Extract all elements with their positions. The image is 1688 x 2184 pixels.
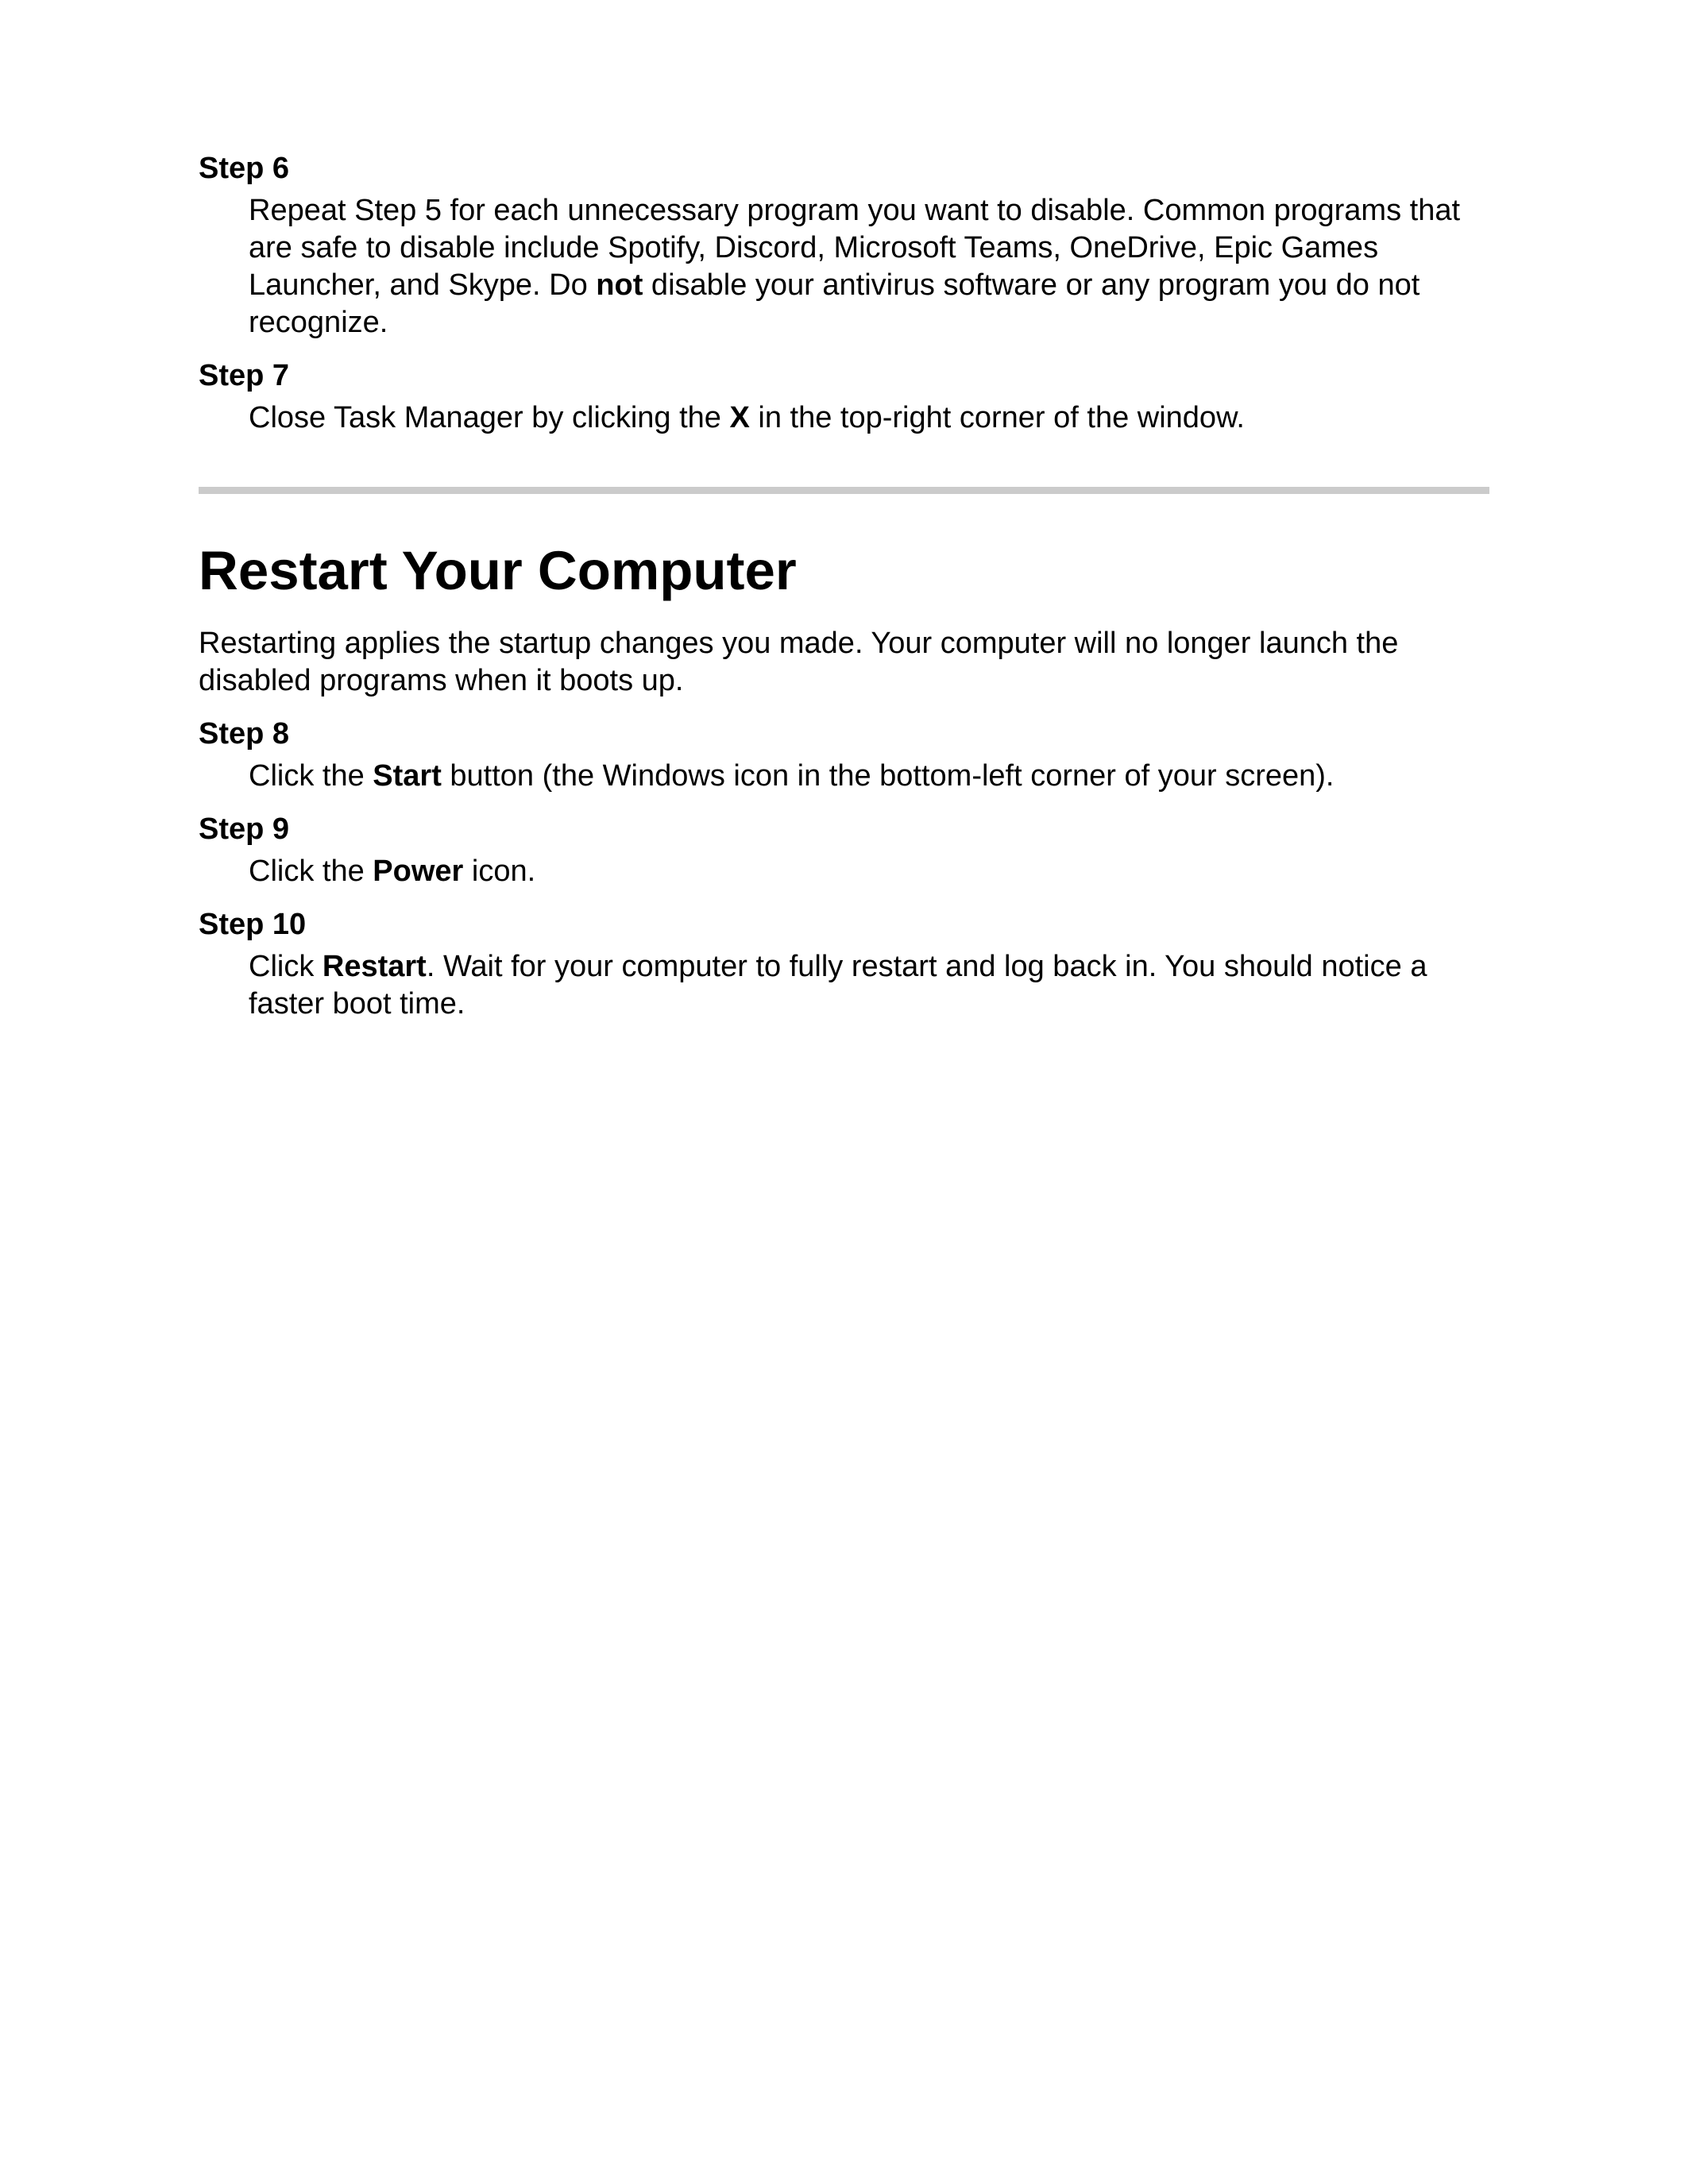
step-9-body: [249, 853, 1489, 890]
step-10-body: [249, 948, 1489, 1023]
restart-section-heading: Restart Your Computer: [199, 540, 797, 601]
step-8-label: Step 8: [199, 717, 290, 751]
step-10-body-text-1: Click: [249, 950, 323, 983]
step-6-body-text-2: disable your antivirus software or any program you do not recognize.: [249, 268, 1420, 339]
step-7-body-text-1: Close Task Manager by clicking the: [249, 401, 730, 434]
step-7-label: Step 7: [199, 359, 290, 392]
restart-section-intro: Restarting applies the startup changes you made. Your computer will no longer launch the disabled programs when it boots up.: [199, 627, 1399, 697]
step-6-body-text-1: Repeat Step 5 for each unnecessary program you want to disable. Common programs that are safe to disable include Spotify, Discord, Microsoft Teams, OneDrive, Epic Games Launcher, and Skype. Do: [249, 194, 1461, 302]
step-7-body-bold: X: [729, 401, 750, 434]
step-6-body: [249, 192, 1489, 341]
section-task-manager-steps: [199, 150, 1489, 437]
page-content: [0, 0, 1688, 1023]
step-10-body-text-2: . Wait for your computer to fully restart and log back in. You should notice a faster boot time.: [249, 950, 1427, 1021]
step-10-label: Step 10: [199, 908, 307, 941]
step-9-body-text-1: Click the: [249, 855, 373, 888]
step-8-body-text-1: Click the: [249, 759, 373, 793]
step-8-body-bold: Start: [373, 759, 442, 793]
step-9-body-bold: Power: [373, 855, 464, 888]
step-10-body-bold: Restart: [322, 950, 427, 983]
step-6-label: Step 6: [199, 152, 290, 185]
step-8-body: [249, 758, 1489, 795]
step-7-body-text-2: in the top-right corner of the window.: [749, 401, 1245, 434]
step-9-body-text-2: icon.: [463, 855, 536, 888]
step-8-body-text-2: button (the Windows icon in the bottom-left corner of your screen).: [441, 759, 1335, 793]
section-restart-your-computer: [199, 539, 1489, 1023]
step-6-body-bold: not: [596, 268, 643, 302]
step-7-body: [249, 399, 1489, 437]
step-9-label: Step 9: [199, 812, 290, 846]
section-divider: [199, 487, 1489, 494]
